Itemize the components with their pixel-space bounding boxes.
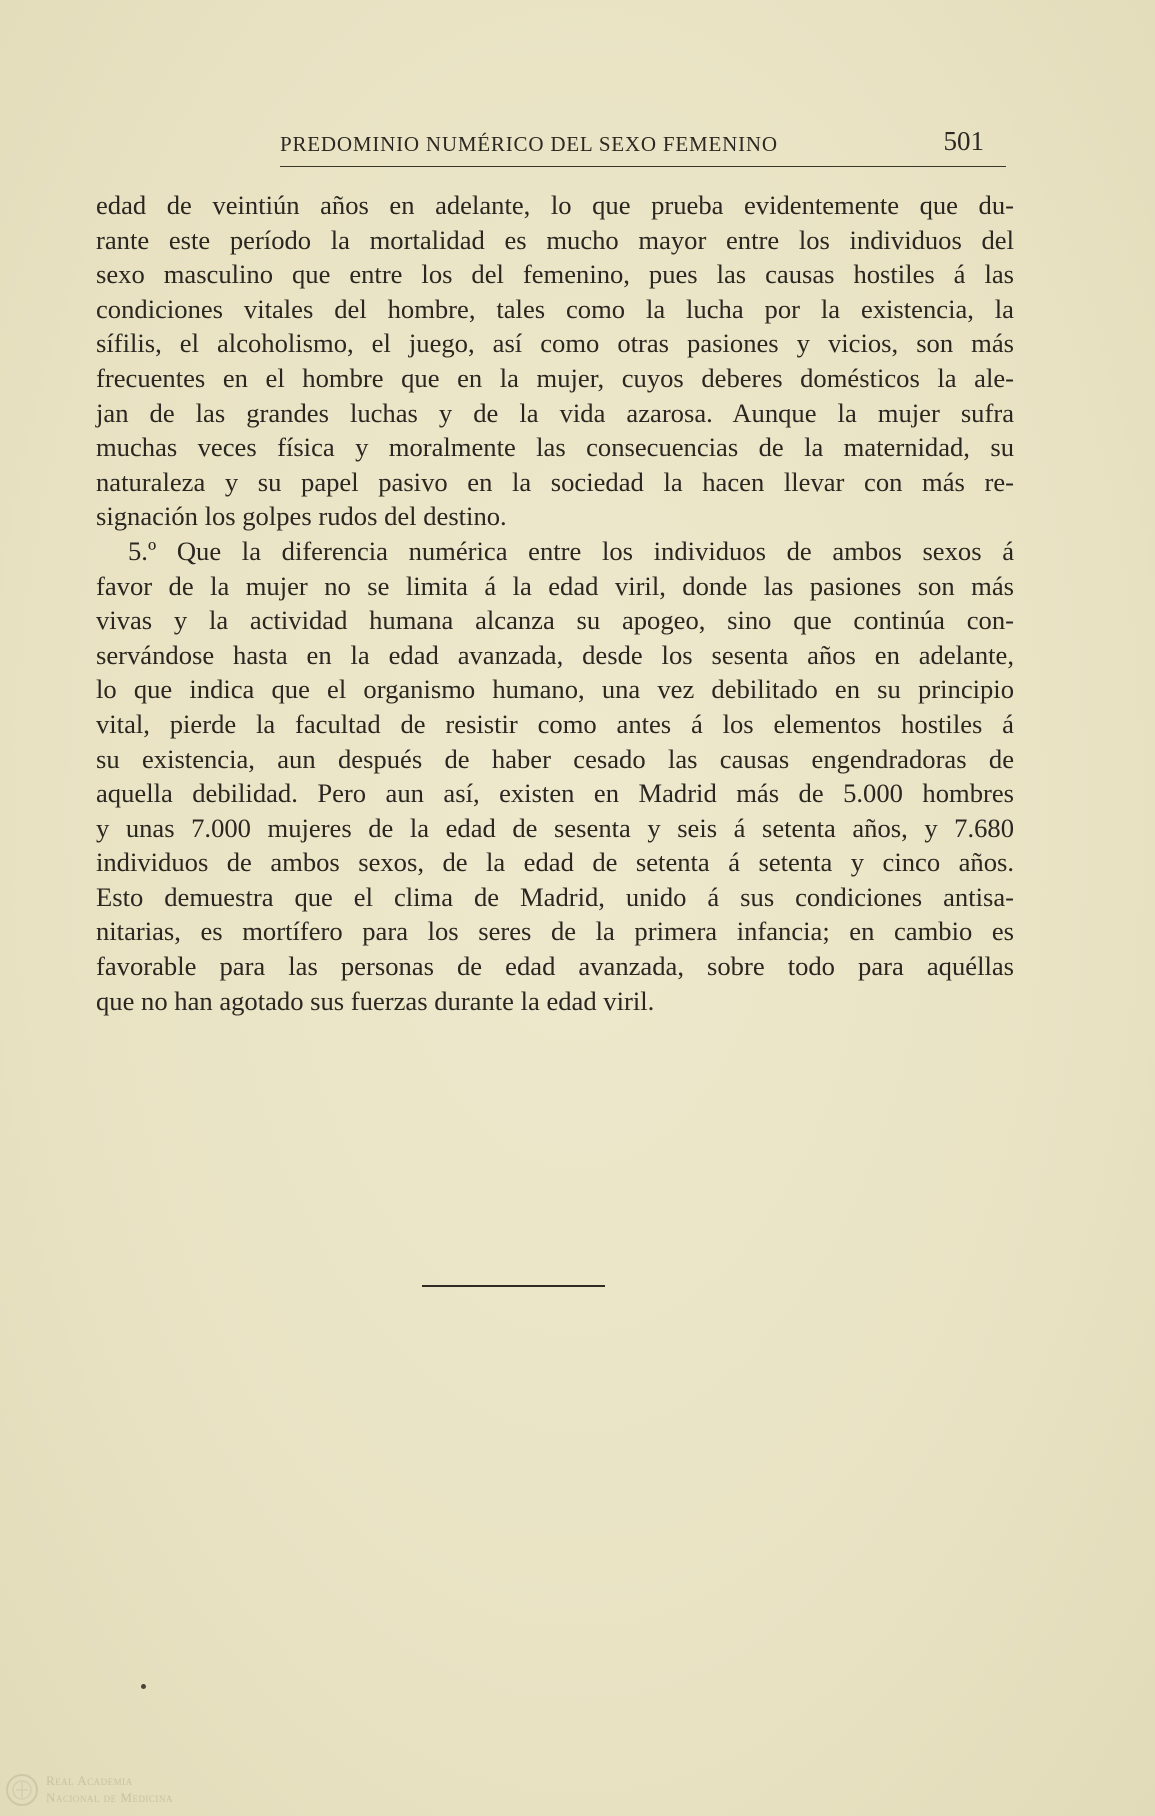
ink-speck — [141, 1684, 146, 1689]
text-line: favorable para las personas de edad avanzada, sobre todo para aquéllas — [96, 951, 1014, 982]
text-line: sexo masculino que entre los del femenino, pues las causas hostiles á las — [96, 259, 1014, 290]
text-line: 5.º Que la diferencia numérica entre los individuos de ambos sexos á — [128, 535, 1014, 566]
text-line: muchas veces física y moralmente las consecuencias de la maternidad, su — [96, 432, 1014, 463]
text-line: edad de veintiún años en adelante, lo que prueba evidentemente que du- — [96, 190, 1014, 220]
text-line: y unas 7.000 mujeres de la edad de sesenta y seis á setenta años, y 7.680 — [96, 812, 1014, 843]
academy-seal-icon — [4, 1772, 40, 1808]
watermark-line-1: Real Academia — [46, 1773, 133, 1788]
text-line: su existencia, aun después de haber cesado las causas engendradoras de — [96, 743, 1014, 774]
text-line: vital, pierde la facultad de resistir como antes á los elementos hostiles á — [96, 708, 1014, 739]
watermark-line-2: Nacional de Medicina — [46, 1790, 173, 1805]
text-line: que no han agotado sus fuerzas durante la edad viril. — [96, 985, 655, 1016]
page-number: 501 — [943, 126, 984, 156]
running-title: PREDOMINIO NUMÉRICO DEL SEXO FEMENINO — [280, 132, 778, 156]
text-line: favor de la mujer no se limita á la edad viril, donde las pasiones son más — [96, 570, 1014, 601]
header-rule — [280, 166, 1006, 167]
text-line: jan de las grandes luchas y de la vida azarosa. Aunque la mujer sufra — [96, 397, 1014, 428]
text-line: frecuentes en el hombre que en la mujer, cuyos deberes domésticos la ale- — [96, 362, 1014, 393]
paragraph-2 — [96, 534, 1014, 1018]
paragraph-1 — [96, 188, 1014, 534]
text-line: servándose hasta en la edad avanzada, desde los sesenta años en adelante, — [96, 639, 1014, 670]
text-line: rante este período la mortalidad es mucho mayor entre los individuos del — [96, 224, 1014, 255]
text-line: lo que indica que el organismo humano, una vez debilitado en su principio — [96, 674, 1014, 705]
text-line: condiciones vitales del hombre, tales como la lucha por la existencia, la — [96, 293, 1014, 324]
text-line: signación los golpes rudos del destino. — [96, 501, 507, 532]
text-line: vivas y la actividad humana alcanza su apogeo, sino que continúa con- — [96, 605, 1014, 636]
text-line: aquella debilidad. Pero aun así, existen en Madrid más de 5.000 hombres — [96, 778, 1014, 809]
text-line: nitarias, es mortífero para los seres de la primera infancia; en cambio es — [96, 916, 1014, 947]
text-line: individuos de ambos sexos, de la edad de setenta á setenta y cinco años. — [96, 847, 1014, 878]
page-header — [96, 128, 1006, 168]
text-line: sífilis, el alcoholismo, el juego, así como otras pasiones y vicios, son más — [96, 328, 1014, 359]
text-line: naturaleza y su papel pasivo en la sociedad la hacen llevar con más re- — [96, 466, 1014, 497]
library-watermark — [4, 1772, 204, 1816]
text-line: Esto demuestra que el clima de Madrid, unido á sus condiciones antisa- — [96, 881, 1014, 912]
closing-rule — [422, 1285, 605, 1287]
body-text — [96, 188, 1014, 1018]
